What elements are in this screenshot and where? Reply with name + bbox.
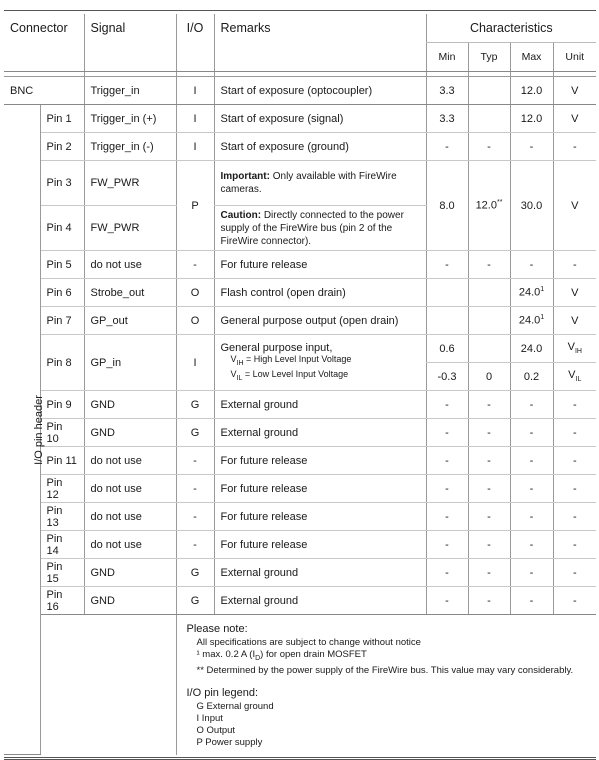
min-cell: - bbox=[426, 503, 468, 531]
max-cell: - bbox=[510, 475, 553, 503]
remarks-cell: For future release bbox=[214, 475, 426, 503]
io-cell: - bbox=[176, 251, 214, 279]
pin-assignment-table bbox=[4, 14, 596, 760]
pin-cell: Pin 13 bbox=[40, 503, 84, 531]
max-cell: 30.0 bbox=[510, 161, 553, 251]
signal-cell: GND bbox=[84, 419, 176, 447]
vil-subscript: IL bbox=[236, 374, 243, 382]
typ-cell: - bbox=[468, 531, 510, 559]
table-row bbox=[4, 279, 596, 307]
notes-title: Please note: bbox=[186, 623, 248, 635]
unit-cell: - bbox=[553, 475, 596, 503]
max-cell: 12.0 bbox=[510, 77, 553, 105]
caution-note bbox=[214, 206, 426, 251]
header-typ: Typ bbox=[468, 43, 510, 72]
table-row bbox=[4, 559, 596, 587]
unit-cell: - bbox=[553, 559, 596, 587]
io-cell: P bbox=[176, 161, 214, 251]
table-row-pin3 bbox=[4, 161, 596, 206]
min-cell: 3.3 bbox=[426, 105, 468, 133]
io-cell: G bbox=[176, 391, 214, 419]
legend-item: I Input bbox=[196, 712, 223, 724]
max-cell: - bbox=[510, 447, 553, 475]
unit-cell: - bbox=[553, 419, 596, 447]
io-cell: O bbox=[176, 307, 214, 335]
typ-footnote: ** bbox=[496, 199, 503, 207]
signal-cell: GND bbox=[84, 391, 176, 419]
io-cell: O bbox=[176, 279, 214, 307]
unit-cell: V bbox=[553, 77, 596, 105]
signal-cell: Strobe_out bbox=[84, 279, 176, 307]
notes-row bbox=[4, 615, 596, 755]
legend-title: I/O pin legend: bbox=[186, 686, 259, 699]
vil-definition bbox=[221, 369, 420, 384]
max-cell: - bbox=[510, 559, 553, 587]
unit-cell: - bbox=[553, 531, 596, 559]
unit-cell: V bbox=[553, 279, 596, 307]
unit-cell: V bbox=[553, 105, 596, 133]
remarks-cell bbox=[214, 335, 426, 391]
pin-cell: Pin 15 bbox=[40, 559, 84, 587]
typ-value: 12.0 bbox=[475, 199, 497, 212]
pin-cell: Pin 14 bbox=[40, 531, 84, 559]
unit-cell: - bbox=[553, 587, 596, 615]
vih-text: = High Level Input Voltage bbox=[243, 353, 352, 364]
signal-cell: FW_PWR bbox=[84, 161, 176, 206]
header-unit: Unit bbox=[553, 43, 596, 72]
caution-label: Caution: bbox=[220, 209, 262, 221]
max-cell: 0.2 bbox=[510, 363, 553, 391]
table-row-pin8 bbox=[4, 335, 596, 363]
remarks-cell: External ground bbox=[214, 587, 426, 615]
max-cell: 12.0 bbox=[510, 105, 553, 133]
table-row bbox=[4, 307, 596, 335]
remarks-cell: For future release bbox=[214, 531, 426, 559]
io-cell: G bbox=[176, 559, 214, 587]
remarks-cell: General purpose output (open drain) bbox=[214, 307, 426, 335]
pin-cell: Pin 3 bbox=[40, 161, 84, 206]
signal-cell: Trigger_in (-) bbox=[84, 133, 176, 161]
pin-cell: Pin 4 bbox=[40, 206, 84, 251]
max-cell: - bbox=[510, 419, 553, 447]
typ-cell bbox=[468, 161, 510, 251]
io-cell: I bbox=[176, 105, 214, 133]
min-cell: 3.3 bbox=[426, 77, 468, 105]
remarks-cell: Start of exposure (signal) bbox=[214, 105, 426, 133]
table-row bbox=[4, 391, 596, 419]
min-cell: - bbox=[426, 531, 468, 559]
max-cell: 24.0 bbox=[510, 335, 553, 363]
typ-cell: - bbox=[468, 419, 510, 447]
unit-symbol: V bbox=[567, 341, 575, 354]
max-cell: - bbox=[510, 251, 553, 279]
unit-symbol: V bbox=[568, 369, 576, 382]
max-cell: - bbox=[510, 503, 553, 531]
io-cell: I bbox=[176, 133, 214, 161]
vih-definition bbox=[221, 354, 420, 369]
pin-cell: Pin 1 bbox=[40, 105, 84, 133]
min-cell: - bbox=[426, 447, 468, 475]
max-cell bbox=[510, 307, 553, 335]
table-row bbox=[4, 419, 596, 447]
io-cell: I bbox=[176, 335, 214, 391]
table-row bbox=[4, 531, 596, 559]
signal-cell: Trigger_in (+) bbox=[84, 105, 176, 133]
typ-cell: - bbox=[468, 391, 510, 419]
typ-cell bbox=[468, 105, 510, 133]
pin-cell: Pin 6 bbox=[40, 279, 84, 307]
io-cell: I bbox=[176, 77, 214, 105]
unit-subscript: IH bbox=[574, 348, 582, 356]
max-cell: - bbox=[510, 587, 553, 615]
note-text: ¹ max. 0.2 A (I bbox=[196, 649, 256, 660]
header-signal: Signal bbox=[84, 14, 176, 43]
unit-cell bbox=[553, 335, 596, 363]
vil-symbol: V bbox=[230, 368, 237, 379]
typ-cell: - bbox=[468, 503, 510, 531]
unit-cell: V bbox=[553, 161, 596, 251]
min-cell: - bbox=[426, 419, 468, 447]
pin-cell: Pin 10 bbox=[40, 419, 84, 447]
typ-cell bbox=[468, 335, 510, 363]
max-value: 24.0 bbox=[518, 286, 541, 299]
max-footnote: 1 bbox=[540, 314, 545, 322]
min-cell: 8.0 bbox=[426, 161, 468, 251]
min-cell: - bbox=[426, 133, 468, 161]
min-cell: - bbox=[426, 251, 468, 279]
header-io: I/O bbox=[176, 14, 214, 43]
remarks-cell: External ground bbox=[214, 419, 426, 447]
io-cell: G bbox=[176, 419, 214, 447]
table-row bbox=[4, 503, 596, 531]
remarks-cell: For future release bbox=[214, 447, 426, 475]
pin-cell: Pin 5 bbox=[40, 251, 84, 279]
connector-bnc: BNC bbox=[4, 77, 84, 105]
min-cell: 0.6 bbox=[426, 335, 468, 363]
max-cell: - bbox=[510, 531, 553, 559]
vih-subscript: IH bbox=[236, 359, 244, 367]
remarks-cell: Flash control (open drain) bbox=[214, 279, 426, 307]
pin-cell: Pin 7 bbox=[40, 307, 84, 335]
vih-symbol: V bbox=[230, 353, 237, 364]
pin-cell: Pin 9 bbox=[40, 391, 84, 419]
max-cell bbox=[510, 279, 553, 307]
max-cell: - bbox=[510, 391, 553, 419]
top-rule bbox=[4, 10, 596, 11]
gpin-remarks: General purpose input, bbox=[220, 341, 333, 354]
typ-cell bbox=[468, 77, 510, 105]
table-row bbox=[4, 105, 596, 133]
remarks-cell: External ground bbox=[214, 559, 426, 587]
remarks-cell: For future release bbox=[214, 503, 426, 531]
remarks-cell: Start of exposure (ground) bbox=[214, 133, 426, 161]
note-line bbox=[187, 649, 591, 665]
caution-text: Directly connected to the power supply of the FireWire bus (pin 2 of the FireWire connector). bbox=[220, 209, 404, 247]
min-cell: - bbox=[426, 587, 468, 615]
legend-item: G External ground bbox=[196, 700, 274, 712]
max-value: 24.0 bbox=[518, 314, 541, 327]
table-row bbox=[4, 251, 596, 279]
typ-cell: 0 bbox=[468, 363, 510, 391]
unit-cell: - bbox=[553, 503, 596, 531]
important-text: Only available with FireWire cameras. bbox=[220, 171, 397, 195]
signal-cell: GP_out bbox=[84, 307, 176, 335]
table-row bbox=[4, 133, 596, 161]
unit-cell: V bbox=[553, 307, 596, 335]
signal-cell: GND bbox=[84, 559, 176, 587]
unit-cell: - bbox=[553, 447, 596, 475]
table-row bbox=[4, 587, 596, 615]
unit-subscript: IL bbox=[575, 376, 582, 384]
table-row bbox=[4, 447, 596, 475]
typ-cell: - bbox=[468, 587, 510, 615]
signal-cell: do not use bbox=[84, 251, 176, 279]
legend-item: O Output bbox=[196, 724, 236, 736]
signal-cell: do not use bbox=[84, 475, 176, 503]
typ-cell: - bbox=[468, 251, 510, 279]
notes-block bbox=[176, 615, 596, 755]
table-row-bnc bbox=[4, 77, 596, 105]
legend-item: P Power supply bbox=[196, 736, 263, 748]
signal-cell: Trigger_in bbox=[84, 77, 176, 105]
min-cell bbox=[426, 307, 468, 335]
pin-cell: Pin 11 bbox=[40, 447, 84, 475]
unit-cell: - bbox=[553, 251, 596, 279]
side-label-text: I/O pin header bbox=[32, 394, 45, 465]
pin-cell: Pin 12 bbox=[40, 475, 84, 503]
signal-cell: do not use bbox=[84, 447, 176, 475]
typ-cell bbox=[468, 307, 510, 335]
max-footnote: 1 bbox=[540, 286, 545, 294]
unit-cell: - bbox=[553, 133, 596, 161]
unit-cell bbox=[553, 363, 596, 391]
io-cell: - bbox=[176, 503, 214, 531]
pin-cell: Pin 8 bbox=[40, 335, 84, 391]
note-line: All specifications are subject to change without notice bbox=[196, 637, 421, 648]
typ-cell: - bbox=[468, 133, 510, 161]
typ-cell: - bbox=[468, 559, 510, 587]
min-cell: - bbox=[426, 475, 468, 503]
side-label bbox=[4, 105, 45, 755]
unit-cell: - bbox=[553, 391, 596, 419]
signal-cell: do not use bbox=[84, 503, 176, 531]
header-connector: Connector bbox=[10, 21, 68, 36]
signal-cell: GP_in bbox=[84, 335, 176, 391]
header-max: Max bbox=[510, 43, 553, 72]
min-cell: - bbox=[426, 391, 468, 419]
min-cell bbox=[426, 279, 468, 307]
vil-text: = Low Level Input Voltage bbox=[242, 368, 349, 379]
min-cell: - bbox=[426, 559, 468, 587]
important-label: Important: bbox=[220, 171, 270, 182]
min-cell: -0.3 bbox=[426, 363, 468, 391]
pin-cell: Pin 16 bbox=[40, 587, 84, 615]
important-note bbox=[214, 161, 426, 206]
typ-cell: - bbox=[468, 475, 510, 503]
io-cell: - bbox=[176, 447, 214, 475]
pin-cell: Pin 2 bbox=[40, 133, 84, 161]
header-remarks: Remarks bbox=[214, 14, 426, 43]
remarks-cell: For future release bbox=[214, 251, 426, 279]
typ-cell bbox=[468, 279, 510, 307]
note-text: ) for open drain MOSFET bbox=[260, 649, 367, 660]
io-cell: - bbox=[176, 475, 214, 503]
typ-cell: - bbox=[468, 447, 510, 475]
table-row bbox=[4, 475, 596, 503]
note-line: ** Determined by the power supply of the FireWire bus. This value may vary considerably. bbox=[196, 664, 574, 676]
remarks-cell: External ground bbox=[214, 391, 426, 419]
header-min: Min bbox=[426, 43, 468, 72]
note-subscript: D bbox=[255, 654, 261, 662]
signal-cell: do not use bbox=[84, 531, 176, 559]
io-cell: G bbox=[176, 587, 214, 615]
signal-cell: FW_PWR bbox=[84, 206, 176, 251]
io-cell: - bbox=[176, 531, 214, 559]
signal-cell: GND bbox=[84, 587, 176, 615]
header-characteristics: Characteristics bbox=[426, 14, 596, 43]
remarks-cell: Start of exposure (optocoupler) bbox=[214, 77, 426, 105]
max-cell: - bbox=[510, 133, 553, 161]
